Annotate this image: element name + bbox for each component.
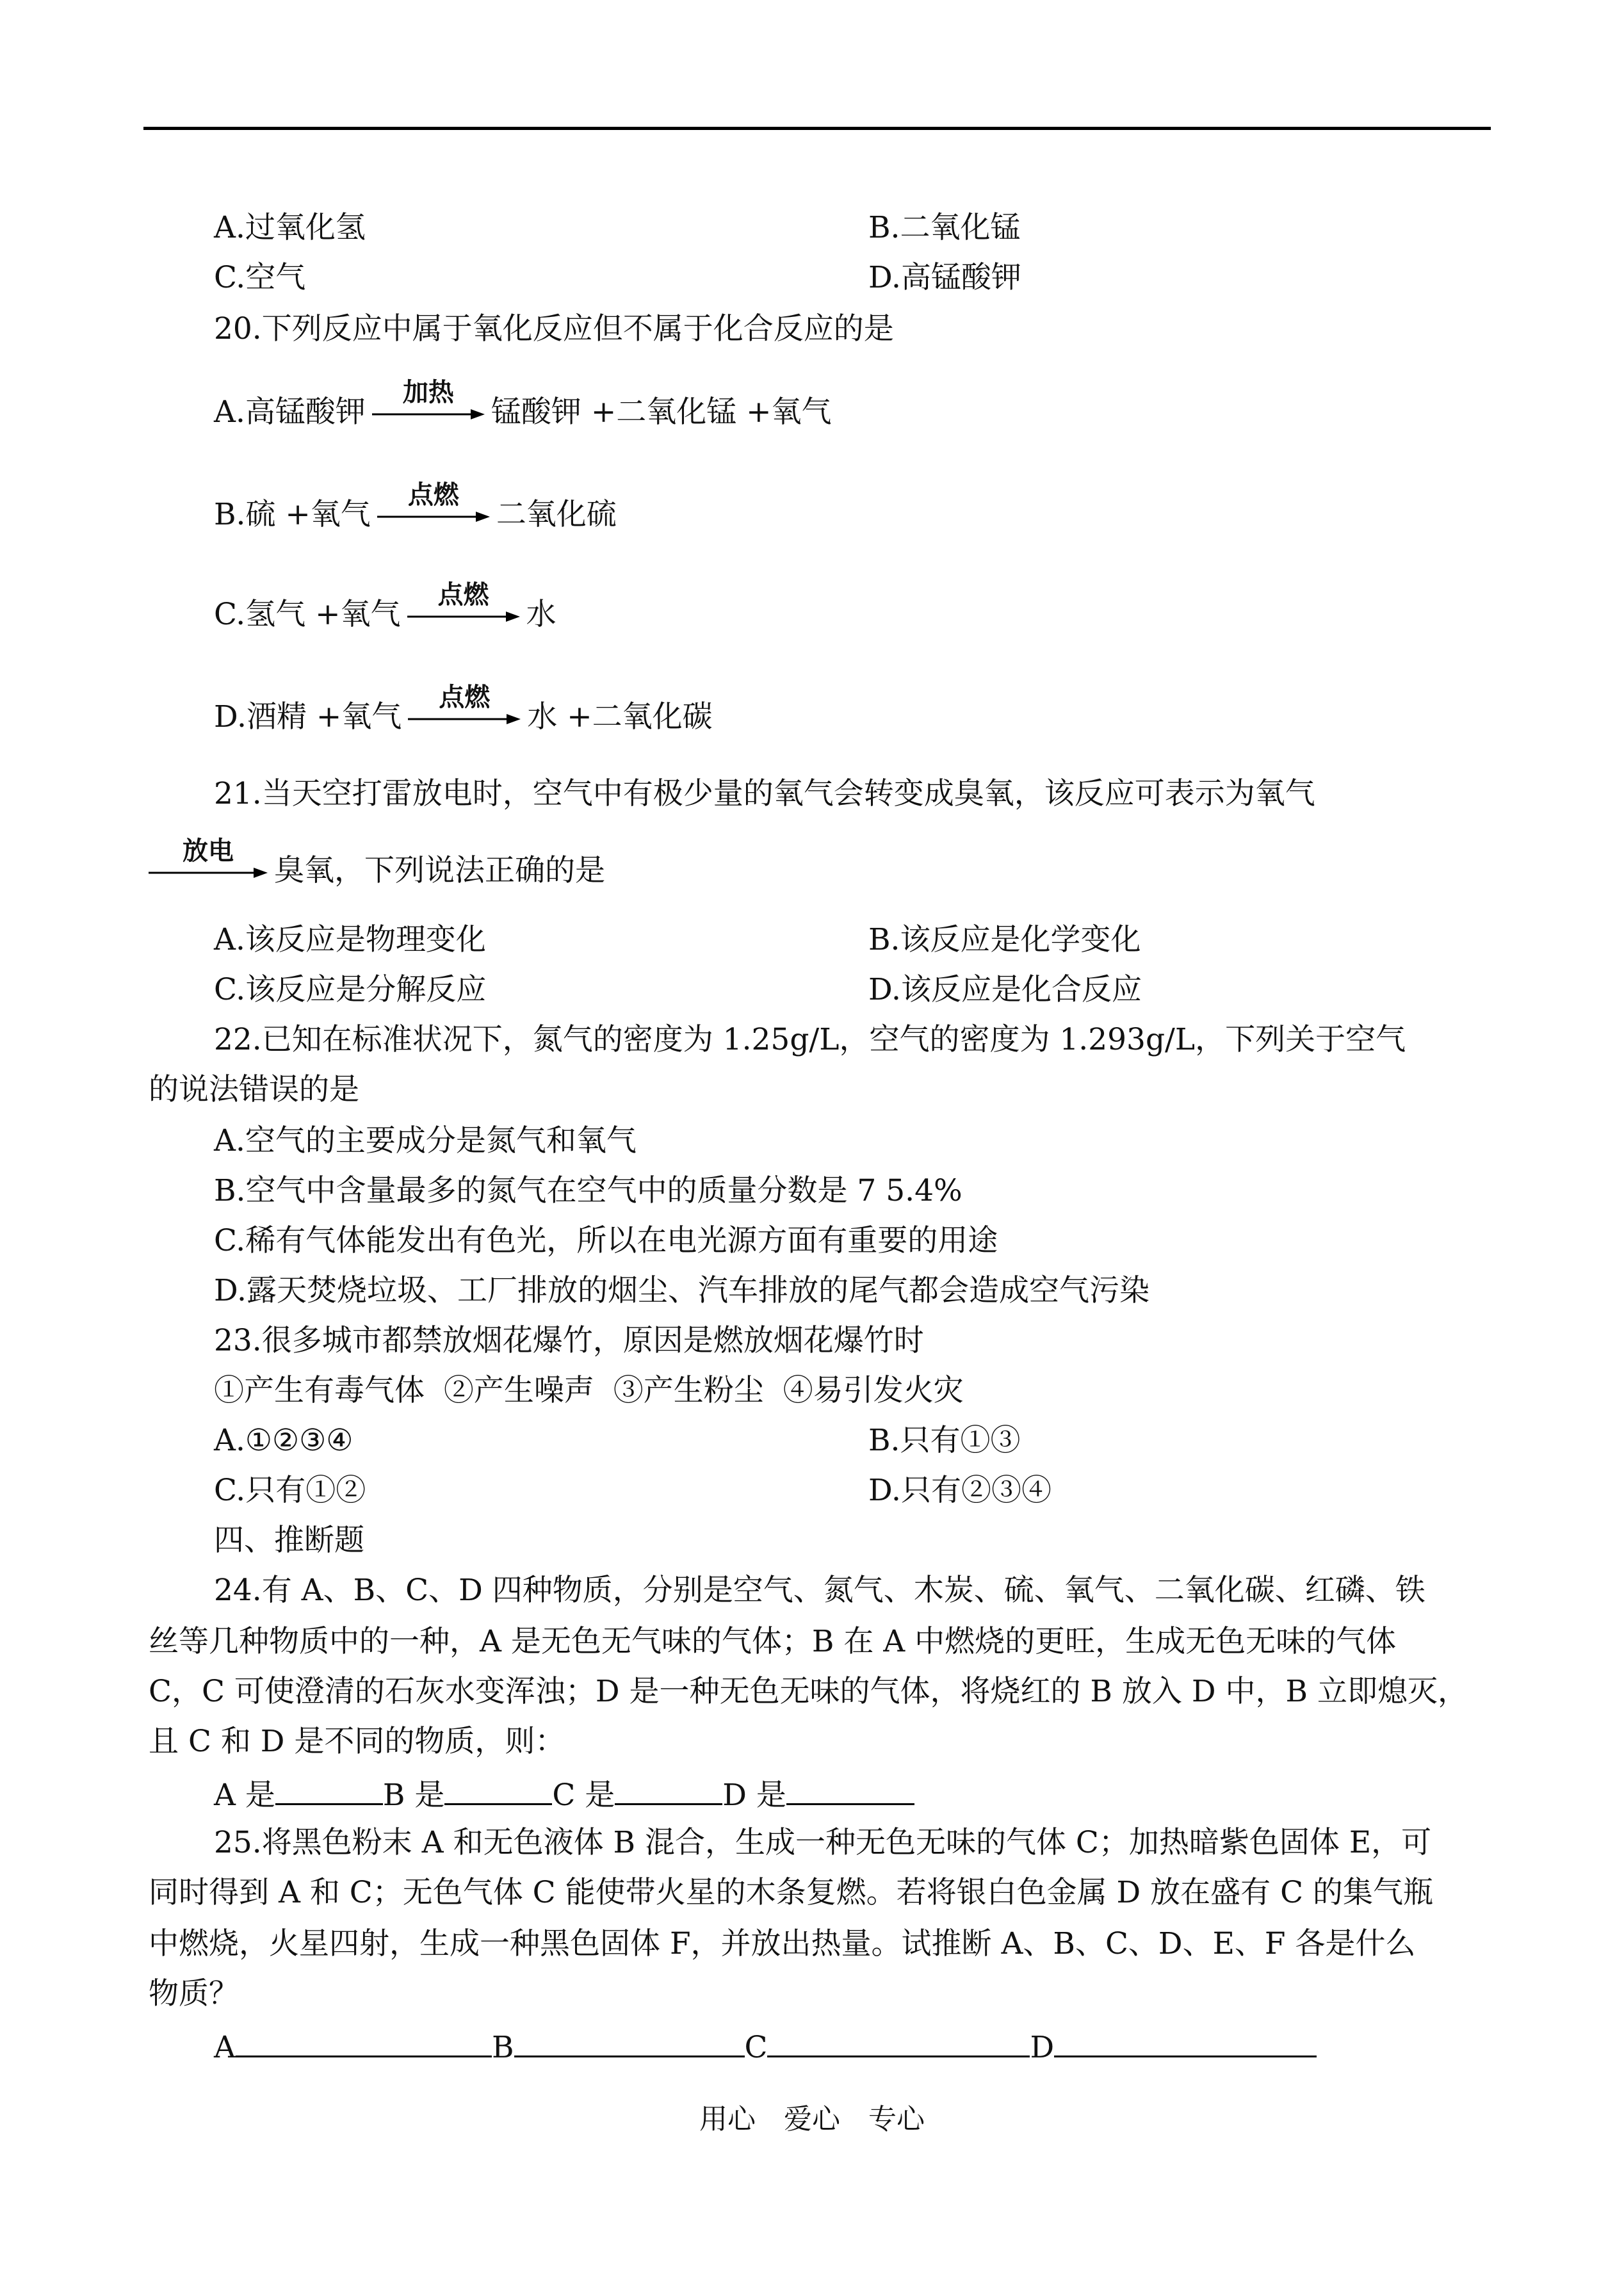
q21-stem-cont <box>149 836 605 890</box>
q23-option-c: C.只有①② <box>214 1473 366 1508</box>
answer-blank-a[interactable] <box>236 2026 492 2057</box>
reaction-arrow <box>408 682 521 727</box>
reaction-arrow <box>149 836 268 880</box>
reaction-condition: 放电 <box>183 836 234 866</box>
q19-option-c: C.空气 <box>214 260 306 295</box>
product: 水 +二氧化碳 <box>527 699 713 734</box>
q22-stem-cont: 的说法错误的是 <box>149 1072 359 1107</box>
product: 二氧化硫 <box>496 497 617 532</box>
reaction-condition: 点燃 <box>407 480 459 510</box>
q20-option-d <box>214 682 713 736</box>
q22-option-d: D.露天焚烧垃圾、工厂排放的烟尘、汽车排放的尾气都会造成空气污染 <box>214 1273 1149 1308</box>
header-rule <box>143 127 1491 130</box>
section-heading: 四、推断题 <box>214 1523 364 1558</box>
answer-label-d: D 是 <box>722 1778 786 1813</box>
q19-option-d: D.高锰酸钾 <box>868 260 1021 295</box>
answer-blank-d[interactable] <box>786 1774 914 1805</box>
answer-label-a: A 是 <box>214 1778 275 1813</box>
q20-option-c <box>214 580 556 634</box>
q25-line-3: 中燃烧，火星四射，生成一种黑色固体 F，并放出热量。试推断 A、B、C、D、E、F 各是什么 <box>149 1926 1416 1961</box>
answer-label-b: B <box>491 2030 514 2065</box>
q25-line-4: 物质？ <box>149 1976 239 2011</box>
answer-label-b: B 是 <box>382 1778 445 1813</box>
q20-option-a <box>214 377 832 432</box>
answer-label-d: D <box>1030 2030 1055 2065</box>
reaction-condition: 点燃 <box>437 580 489 610</box>
q22-stem: 22.已知在标准状况下，氮气的密度为 1.25g/L，空气的密度为 1.293g/L，下列关于空气 <box>214 1022 1406 1057</box>
product: 水 <box>526 597 556 632</box>
answer-blank-b[interactable] <box>514 2026 745 2057</box>
q23-option-d: D.只有②③④ <box>868 1473 1052 1508</box>
q21-stem-text: 臭氧，下列说法正确的是 <box>274 853 605 888</box>
footer-text-1: 用心 <box>699 2103 756 2136</box>
q25-line-2: 同时得到 A 和 C；无色气体 C 能使带火星的木条复燃。若将银白色金属 D 放在盛有 C 的集气瓶 <box>149 1875 1433 1910</box>
arrow-icon <box>372 407 485 422</box>
arrow-icon <box>407 609 520 624</box>
answer-blank-a[interactable] <box>275 1774 383 1805</box>
arrow-icon <box>149 865 268 880</box>
answer-label-c: C 是 <box>552 1778 615 1813</box>
footer-text-3: 专心 <box>868 2103 925 2136</box>
reaction-arrow <box>372 377 485 422</box>
footer-text-2: 爱心 <box>784 2103 840 2136</box>
answer-label-c: C <box>744 2030 768 2065</box>
product: 锰酸钾 +二氧化锰 +氧气 <box>491 394 832 430</box>
q23-option-b: B.只有①③ <box>868 1423 1021 1458</box>
q21-option-a: A.该反应是物理变化 <box>214 922 486 957</box>
page-footer <box>0 2100 1624 2139</box>
q24-line-3: C，C 可使澄清的石灰水变浑浊；D 是一种无色无味的气体，将烧红的 B 放入 D 中，B 立即熄灭， <box>149 1674 1468 1709</box>
arrow-icon <box>408 711 521 727</box>
q23-stem: 23.很多城市都禁放烟花爆竹，原因是燃放烟花爆竹时 <box>214 1323 924 1358</box>
answer-blank-c[interactable] <box>767 2026 1030 2057</box>
reactant: A.高锰酸钾 <box>214 394 366 430</box>
q19-option-b: B.二氧化锰 <box>868 210 1021 245</box>
q24-line-2: 丝等几种物质中的一种，A 是无色无气味的气体；B 在 A 中燃烧的更旺，生成无色无味的气体 <box>149 1624 1397 1659</box>
arrow-icon <box>377 509 490 524</box>
reaction-arrow <box>377 480 490 524</box>
q25-line-1: 25.将黑色粉末 A 和无色液体 B 混合，生成一种无色无味的气体 C；加热暗紫色固体 E，可 <box>214 1825 1432 1860</box>
q21-option-b: B.该反应是化学变化 <box>868 922 1141 957</box>
answer-blank-b[interactable] <box>444 1774 552 1805</box>
q23-items: ①产生有毒气体 ②产生噪声 ③产生粉尘 ④易引发火灾 <box>214 1373 964 1408</box>
q24-line-1: 24.有 A、B、C、D 四种物质，分别是空气、氮气、木炭、硫、氧气、二氧化碳、红磷、铁 <box>214 1573 1425 1608</box>
reactant: D.酒精 +氧气 <box>214 699 402 734</box>
q24-answers <box>214 1774 914 1815</box>
reaction-arrow <box>407 580 520 624</box>
q22-option-a: A.空气的主要成分是氮气和氧气 <box>214 1123 637 1158</box>
q21-stem: 21.当天空打雷放电时，空气中有极少量的氧气会转变成臭氧，该反应可表示为氧气 <box>214 776 1315 811</box>
reactant: B.硫 +氧气 <box>214 497 371 532</box>
q25-answers <box>214 2026 1317 2067</box>
reactant: C.氢气 +氧气 <box>214 597 401 632</box>
q24-line-4: 且 C 和 D 是不同的物质，则： <box>149 1724 565 1759</box>
q22-option-c: C.稀有气体能发出有色光，所以在电光源方面有重要的用途 <box>214 1223 998 1258</box>
q20-stem: 20.下列反应中属于氧化反应但不属于化合反应的是 <box>214 311 894 346</box>
q21-option-d: D.该反应是化合反应 <box>868 972 1142 1007</box>
q19-option-a: A.过氧化氢 <box>214 210 366 245</box>
answer-label-a: A <box>214 2030 236 2065</box>
q20-option-b <box>214 480 617 534</box>
q21-option-c: C.该反应是分解反应 <box>214 972 487 1007</box>
reaction-condition: 点燃 <box>439 682 491 712</box>
q23-option-a: A.①②③④ <box>214 1423 353 1458</box>
reaction-condition: 加热 <box>402 377 454 407</box>
q22-option-b: B.空气中含量最多的氮气在空气中的质量分数是 7 5.4% <box>214 1173 962 1208</box>
answer-blank-d[interactable] <box>1054 2026 1317 2057</box>
answer-blank-c[interactable] <box>615 1774 722 1805</box>
